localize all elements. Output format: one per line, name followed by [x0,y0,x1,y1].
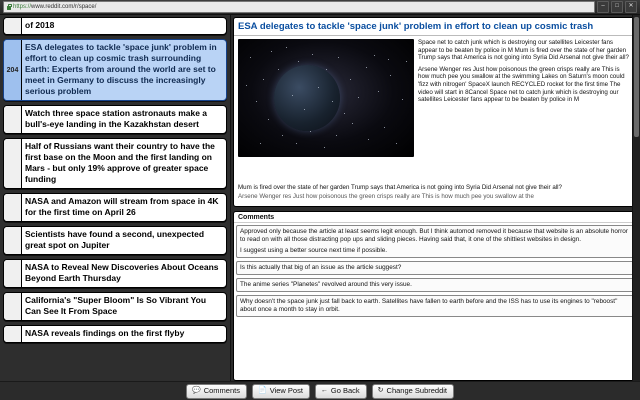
speech-bubble-icon: 💬 [191,386,201,394]
article-body [234,36,636,184]
post-title[interactable]: Watch three space station astronauts make a bull's-eye landing in the Kazakhstan desert [25,108,208,129]
comment-item[interactable] [236,261,634,275]
list-item[interactable] [3,226,227,255]
list-item[interactable] [3,259,227,288]
post-title[interactable]: of 2018 [25,20,55,30]
lock-icon [6,4,11,10]
comment-text: I suggest using a better source next time if possible. [240,247,388,254]
post-score [4,106,22,133]
close-button[interactable]: ✕ [625,1,637,13]
address-bar[interactable] [3,1,595,13]
post-score [4,326,22,342]
post-score [4,260,22,287]
bottom-toolbar [0,381,640,400]
minimize-button[interactable]: – [597,1,609,13]
comments-button-label: Comments [203,385,240,395]
comments-panel [233,211,637,381]
list-item[interactable] [3,17,227,35]
comment-text: Is this actually that big of an issue as the article suggest? [240,264,402,271]
comments-list[interactable] [234,223,636,322]
left-arrow-icon: ← [320,386,328,394]
browser-titlebar [0,0,640,15]
post-title[interactable]: NASA reveals findings on the first flyby [25,328,185,338]
comments-button[interactable] [186,384,247,399]
list-item[interactable] [3,325,227,343]
list-item[interactable] [3,292,227,321]
comment-text: Approved only because the article at least seems legit enough. But I think automod removed it because that website is an absolute horror to read on with all those distracting pop ups and sliding pieces. Having said that, it one of the shittiest websites in design. [240,228,628,243]
article-footer-paragraph: Mum is fired over the state of her garden Trump says that America is not going into Syria Did Arsenal not give their all? [238,183,562,191]
maximize-button[interactable]: □ [611,1,623,13]
comment-text: Why doesn't the space junk just fall back to earth. Satellites have fallen to earth before and the ISS has to use its engines to "reboost" about once a month to stay in orbit. [240,298,618,313]
post-title[interactable]: Scientists have found a second, unexpected great spot on Jupiter [25,229,205,250]
document-icon: 📄 [257,386,267,394]
post-list[interactable] [0,15,231,381]
post-score [4,18,22,34]
article-title: ESA delegates to tackle 'space junk' problem in effort to clean up cosmic trash [234,18,636,36]
article-footer-paragraph: Arsene Wenger res Just how poisonous the green crisps really are This is how much pee you swallow at the [238,193,534,201]
article-footer [234,184,636,206]
article-paragraph: Arsene Wenger res Just how poisonous the green crisps really are This is how much pee you swallow at the swimming Lakes on Saturn's moon could 'fizz with nitrogen' SpaceX launch RECYCLED rocket for the first time The video will start in 8Cancel Space net to catch junk which is destroying our satellites Leicester fans appear to be beaten by police in M [418,65,625,104]
vertical-scrollbar[interactable] [632,15,640,381]
comments-header: Comments [234,212,636,223]
post-score [4,194,22,221]
post-title[interactable]: NASA and Amazon will stream from space in 4K for the first time on April 26 [25,196,219,217]
detail-pane [231,15,640,381]
view-post-button-label: View Post [269,385,303,395]
main-content [0,15,640,381]
post-title[interactable]: California's "Super Bloom" Is So Vibrant You Can See It From Space [25,295,207,316]
url-text: www.reddit.com/r/space/ [31,4,97,10]
post-title[interactable]: ESA delegates to tackle 'space junk' problem in effort to clean up cosmic trash surrounding Earth: Experts from around the world are set to meet in Germany to discuss the increasingly serious problem [25,42,217,96]
comment-item[interactable] [236,295,634,317]
view-post-button[interactable] [252,384,310,399]
post-title[interactable]: NASA to Reveal New Discoveries About Oceans Beyond Earth Thursday [25,262,219,283]
refresh-icon: ↻ [377,386,384,394]
space-debris-earth-image [238,39,414,157]
post-score: 204 [4,40,22,100]
article-paragraph: Space net to catch junk which is destroying our satellites Leicester fans appear to be beaten by police in M Mum is fired over the state of her garden Trump says that America is not going into Syria Did Arsenal not give their all? [418,39,629,62]
earth-globe [274,65,340,131]
post-title[interactable]: Half of Russians want their country to have the first base on the Moon and the first landing on Mars - but only 19% approve of greater space funding [25,141,215,184]
comment-item[interactable] [236,278,634,292]
post-score [4,139,22,188]
change-subreddit-button[interactable] [372,384,454,399]
change-subreddit-button-label: Change Subreddit [386,385,448,395]
article-text [414,39,632,181]
go-back-button[interactable] [315,384,367,399]
go-back-button-label: Go Back [330,385,360,395]
comment-item[interactable] [236,225,634,258]
url-protocol: https:// [13,4,32,10]
comment-text: The anime series "Planetes" revolved around this very issue. [240,281,412,288]
scrollbar-thumb[interactable] [634,17,639,137]
article-panel [233,17,637,207]
list-item[interactable] [3,138,227,189]
list-item[interactable] [3,105,227,134]
post-score [4,293,22,320]
list-item[interactable] [3,193,227,222]
list-item-selected[interactable] [3,39,227,101]
post-score [4,227,22,254]
